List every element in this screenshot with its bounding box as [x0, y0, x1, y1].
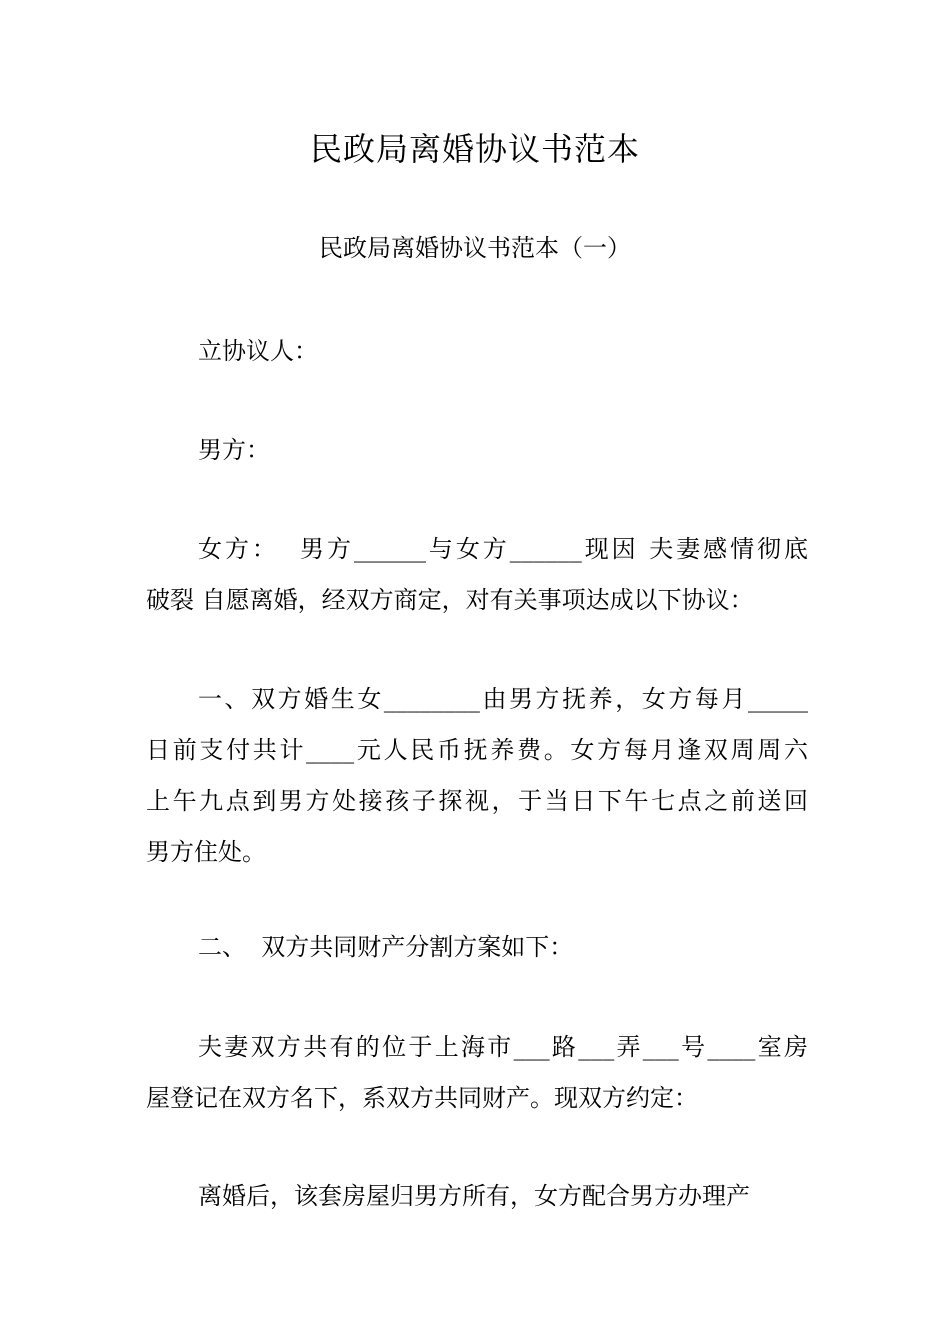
- paragraph-female-party: [146, 524, 808, 626]
- document-title: 民政局离婚协议书范本: [309, 130, 640, 168]
- text-line: 离婚后，该套房屋归男方所有，女方配合男方办理产: [198, 1182, 750, 1210]
- text-line: 立协议人：: [198, 337, 318, 365]
- text-line: 上午九点到男方处接孩子探视，于当日下午七点之前送回: [146, 787, 808, 815]
- text-line: 屋登记在双方名下，系双方共同财产。现双方约定：: [146, 1084, 698, 1112]
- text-line: 男方住处。: [146, 838, 266, 866]
- paragraph-male-party: [146, 425, 808, 476]
- text-line: 二、 双方共同财产分割方案如下：: [198, 933, 574, 961]
- text-line: 女方： 男方______与女方______现因 夫妻感情彻底: [198, 535, 808, 563]
- document-subtitle: 民政局离婚协议书范本（一）: [319, 234, 631, 262]
- text-line: 一、双方婚生女________由男方抚养，女方每月_____: [198, 685, 808, 713]
- text-line: 男方：: [198, 436, 270, 464]
- paragraph-parties: [146, 326, 808, 377]
- paragraph-clause-2: [146, 922, 808, 973]
- text-line: 破裂 自愿离婚，经双方商定，对有关事项达成以下协议：: [146, 586, 754, 614]
- paragraph-after-divorce: [146, 1171, 808, 1222]
- text-line: 夫妻双方共有的位于上海市___路___弄___号____室房: [198, 1033, 808, 1061]
- paragraph-property: [146, 1022, 808, 1124]
- paragraph-clause-1: [146, 674, 808, 878]
- text-line: 日前支付共计____元人民币抚养费。女方每月逢双周周六: [146, 736, 808, 764]
